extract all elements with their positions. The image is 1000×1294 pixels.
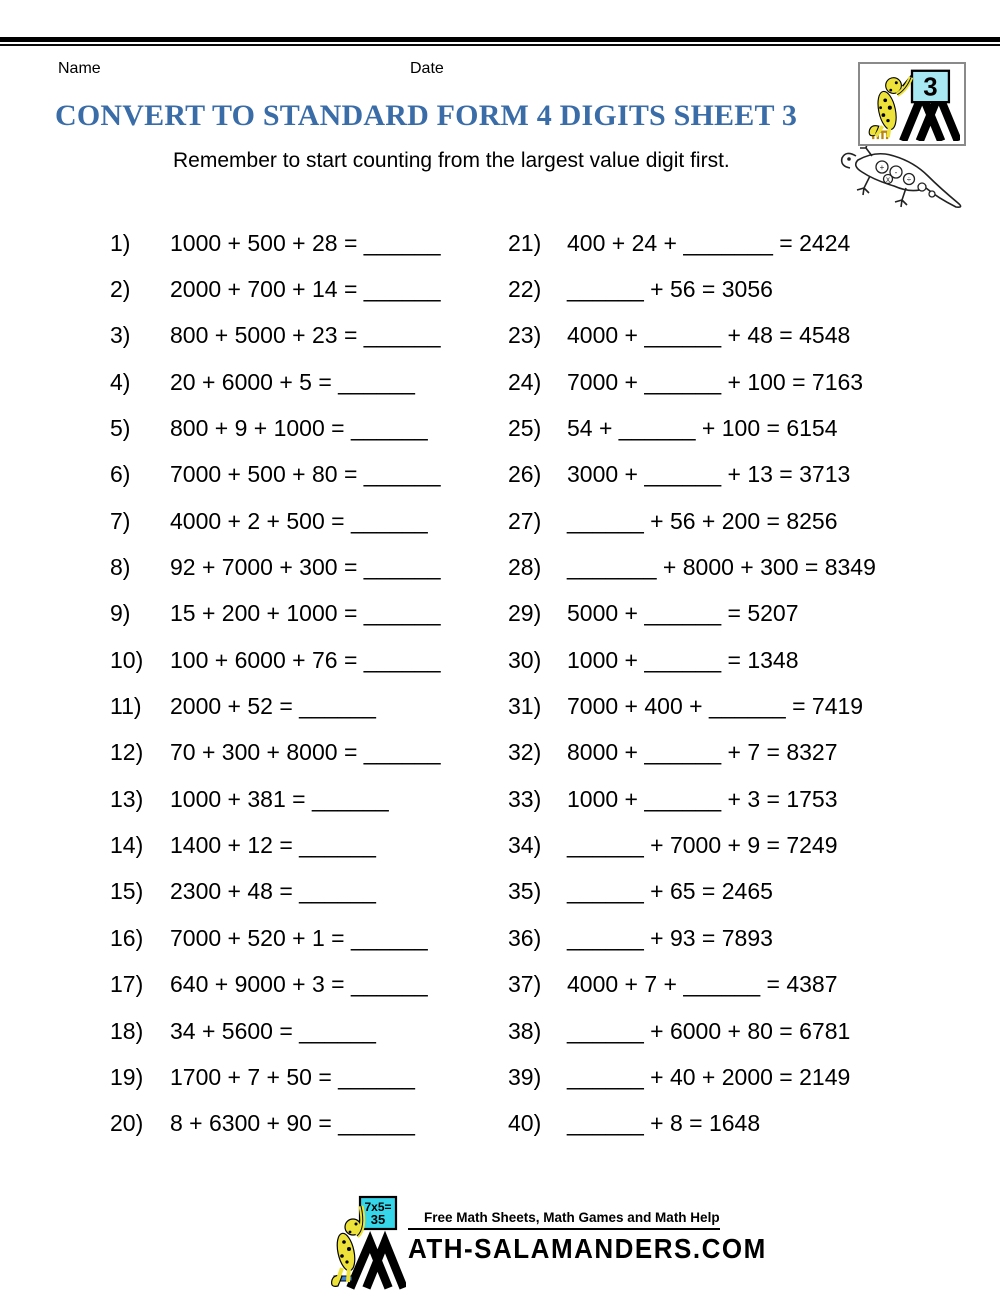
problem-expression: 4000 + 7 + ______ = 4387 <box>567 971 838 998</box>
problem-row <box>110 405 441 451</box>
problem-row <box>508 637 876 683</box>
problem-number: 15) <box>110 878 144 905</box>
top-rule-thin <box>0 44 1000 46</box>
problem-row <box>508 869 876 915</box>
problem-row <box>110 869 441 915</box>
problem-row <box>110 359 441 405</box>
badge-number: 3 <box>923 73 938 102</box>
footer-banner <box>330 1194 767 1290</box>
problem-row <box>508 359 876 405</box>
problem-row <box>508 313 876 359</box>
problem-number: 33) <box>508 785 542 812</box>
problem-expression: 1000 + ______ = 1348 <box>567 646 799 673</box>
name-label: Name <box>58 60 101 77</box>
page-title: CONVERT TO STANDARD FORM 4 DIGITS SHEET 3 <box>55 99 798 132</box>
problem-expression: 54 + ______ + 100 = 6154 <box>567 415 838 442</box>
problem-number: 25) <box>508 415 542 442</box>
problem-number: 6) <box>110 461 131 488</box>
site-name: ATH-SALAMANDERS.COM <box>408 1232 767 1265</box>
problem-number: 5) <box>110 415 131 442</box>
problem-number: 40) <box>508 1110 542 1137</box>
problem-row <box>508 962 876 1008</box>
problem-number: 16) <box>110 924 144 951</box>
problem-expression: 8 + 6300 + 90 = ______ <box>170 1110 415 1137</box>
problem-expression: ______ + 56 = 3056 <box>567 276 773 303</box>
problem-row <box>508 498 876 544</box>
problem-expression: 4000 + ______ + 48 = 4548 <box>567 322 851 349</box>
problem-expression: 4000 + 2 + 500 = ______ <box>170 507 428 534</box>
problem-row <box>110 498 441 544</box>
problem-row <box>508 544 876 590</box>
problem-number: 21) <box>508 229 542 256</box>
problem-row <box>110 776 441 822</box>
problem-row <box>110 1101 441 1147</box>
problem-expression: 3000 + ______ + 13 = 3713 <box>567 461 851 488</box>
problem-expression: ______ + 8 = 1648 <box>567 1110 761 1137</box>
problem-number: 3) <box>110 322 131 349</box>
problem-number: 22) <box>508 276 542 303</box>
board-line2: 35 <box>370 1212 386 1227</box>
svg-text:x: x <box>886 175 890 184</box>
subtitle: Remember to start counting from the largest value digit first. <box>173 149 730 172</box>
problem-number: 10) <box>110 646 144 673</box>
problem-row <box>110 637 441 683</box>
problem-number: 12) <box>110 739 144 766</box>
problem-row <box>110 822 441 868</box>
problem-number: 17) <box>110 971 144 998</box>
problem-number: 29) <box>508 600 542 627</box>
problem-expression: 20 + 6000 + 5 = ______ <box>170 368 415 395</box>
problem-expression: 8000 + ______ + 7 = 8327 <box>567 739 838 766</box>
problem-expression: 2300 + 48 = ______ <box>170 878 376 905</box>
problem-expression: 7000 + 500 + 80 = ______ <box>170 461 441 488</box>
problem-expression: 1400 + 12 = ______ <box>170 832 376 859</box>
problem-expression: 1000 + ______ + 3 = 1753 <box>567 785 838 812</box>
problem-expression: 640 + 9000 + 3 = ______ <box>170 971 428 998</box>
problem-number: 28) <box>508 554 542 581</box>
board-line1: 7x5= <box>364 1200 392 1214</box>
footer-logo-icon <box>330 1194 406 1290</box>
problem-number: 39) <box>508 1063 542 1090</box>
problem-expression: 34 + 5600 = ______ <box>170 1017 376 1044</box>
problem-row <box>508 776 876 822</box>
problem-row <box>508 730 876 776</box>
problem-expression: 7000 + 520 + 1 = ______ <box>170 924 428 951</box>
problem-number: 35) <box>508 878 542 905</box>
problem-row <box>110 1008 441 1054</box>
problem-number: 11) <box>110 693 142 720</box>
problem-expression: ______ + 6000 + 80 = 6781 <box>567 1017 851 1044</box>
problem-number: 23) <box>508 322 542 349</box>
problem-row <box>110 915 441 961</box>
problem-row <box>110 220 441 266</box>
problem-number: 9) <box>110 600 131 627</box>
salamander-badge-icon <box>864 67 960 141</box>
problem-expression: 800 + 9 + 1000 = ______ <box>170 415 428 442</box>
problem-number: 37) <box>508 971 542 998</box>
problem-expression: 70 + 300 + 8000 = ______ <box>170 739 441 766</box>
gecko-outline-icon <box>836 146 968 218</box>
problem-row <box>110 683 441 729</box>
problem-row <box>508 266 876 312</box>
problem-number: 36) <box>508 924 542 951</box>
problem-row <box>508 915 876 961</box>
problem-number: 30) <box>508 646 542 673</box>
problem-number: 38) <box>508 1017 542 1044</box>
svg-text:-: - <box>894 168 898 177</box>
svg-text:÷: ÷ <box>906 175 912 184</box>
problem-row <box>110 591 441 637</box>
problem-expression: 1700 + 7 + 50 = ______ <box>170 1063 415 1090</box>
problem-row <box>110 266 441 312</box>
problem-row <box>110 452 441 498</box>
svg-text:+: + <box>879 163 885 172</box>
top-rule-thick <box>0 37 1000 42</box>
problem-expression: 800 + 5000 + 23 = ______ <box>170 322 441 349</box>
problem-number: 14) <box>110 832 144 859</box>
problem-expression: ______ + 93 = 7893 <box>567 924 773 951</box>
problem-row <box>110 313 441 359</box>
problem-row <box>508 1054 876 1100</box>
problem-expression: 100 + 6000 + 76 = ______ <box>170 646 441 673</box>
problem-number: 18) <box>110 1017 144 1044</box>
problem-expression: 2000 + 52 = ______ <box>170 693 376 720</box>
problem-number: 20) <box>110 1110 144 1137</box>
problem-number: 2) <box>110 276 131 303</box>
problems-column-right <box>508 220 876 1147</box>
date-label: Date <box>410 60 444 77</box>
problem-expression: 400 + 24 + _______ = 2424 <box>567 229 851 256</box>
problem-row <box>508 683 876 729</box>
problem-row <box>508 1101 876 1147</box>
problem-number: 24) <box>508 368 542 395</box>
problem-row <box>508 220 876 266</box>
problem-number: 32) <box>508 739 542 766</box>
problem-number: 27) <box>508 507 542 534</box>
problem-expression: ______ + 56 + 200 = 8256 <box>567 507 838 534</box>
problem-expression: 7000 + 400 + ______ = 7419 <box>567 693 864 720</box>
problem-number: 34) <box>508 832 542 859</box>
problem-expression: ______ + 7000 + 9 = 7249 <box>567 832 838 859</box>
sheet-badge <box>858 62 966 146</box>
footer-tagline: Free Math Sheets, Math Games and Math Help <box>424 1210 720 1225</box>
problem-number: 13) <box>110 785 144 812</box>
problem-row <box>508 405 876 451</box>
problem-number: 19) <box>110 1063 144 1090</box>
problem-number: 8) <box>110 554 131 581</box>
problem-expression: _______ + 8000 + 300 = 8349 <box>567 554 876 581</box>
problem-row <box>508 1008 876 1054</box>
footer-divider <box>408 1228 720 1230</box>
problem-row <box>508 452 876 498</box>
problem-expression: ______ + 40 + 2000 = 2149 <box>567 1063 851 1090</box>
problem-number: 26) <box>508 461 542 488</box>
problem-row <box>110 544 441 590</box>
problem-row <box>110 962 441 1008</box>
problem-expression: 7000 + ______ + 100 = 7163 <box>567 368 864 395</box>
problem-expression: 1000 + 500 + 28 = ______ <box>170 229 441 256</box>
problem-expression: 92 + 7000 + 300 = ______ <box>170 554 441 581</box>
footer-text-block <box>408 1194 767 1263</box>
problem-number: 31) <box>508 693 542 720</box>
problem-expression: 15 + 200 + 1000 = ______ <box>170 600 441 627</box>
problem-row <box>110 1054 441 1100</box>
problem-number: 7) <box>110 507 131 534</box>
problem-expression: 2000 + 700 + 14 = ______ <box>170 276 441 303</box>
problems-column-left <box>110 220 441 1147</box>
gecko-sketch <box>836 146 968 223</box>
problem-number: 4) <box>110 368 131 395</box>
problem-expression: 5000 + ______ = 5207 <box>567 600 799 627</box>
problem-row <box>508 591 876 637</box>
problem-expression: ______ + 65 = 2465 <box>567 878 773 905</box>
problem-row <box>110 730 441 776</box>
problem-expression: 1000 + 381 = ______ <box>170 785 389 812</box>
problem-number: 1) <box>110 229 131 256</box>
problem-row <box>508 822 876 868</box>
